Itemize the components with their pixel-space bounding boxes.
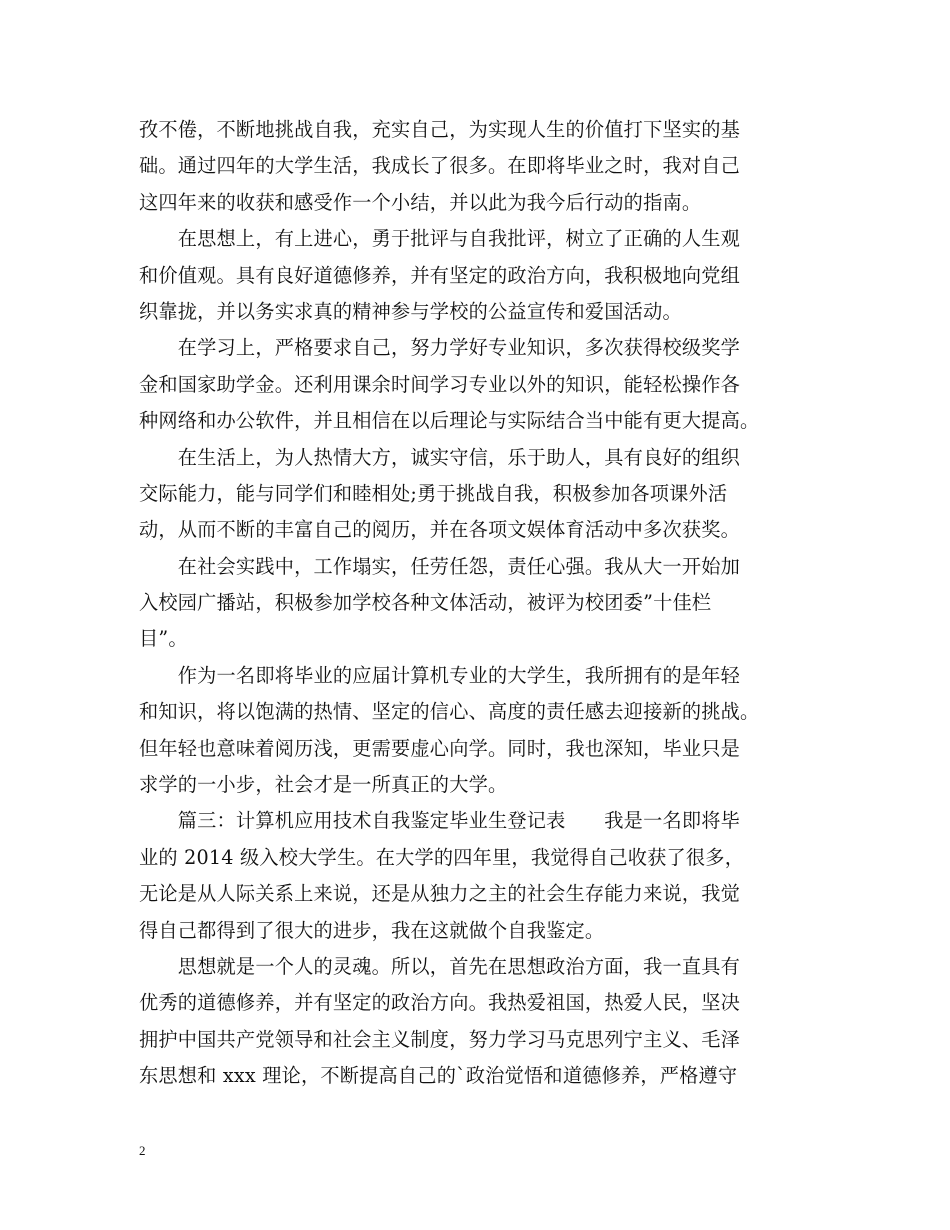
text-line: 拥护中国共产党领导和社会主义制度，努力学习马克思列宁主义、毛泽 bbox=[139, 1027, 741, 1051]
page-number: 2 bbox=[139, 1143, 146, 1158]
text-line: 金和国家助学金。还利用课余时间学习专业以外的知识，能轻松操作各 bbox=[139, 372, 741, 396]
text-line: 求学的一小步，社会才是一所真正的大学。 bbox=[139, 773, 508, 797]
text-line: 优秀的道德修养，并有坚定的政治方向。我热爱祖国，热爱人民，坚决 bbox=[139, 991, 741, 1015]
text-line: 织靠拢，并以务实求真的精神参与学校的公益宣传和爱国活动。 bbox=[139, 299, 682, 323]
text-line: 础。通过四年的大学生活，我成长了很多。在即将毕业之时，我对自己 bbox=[139, 154, 741, 178]
text-line: 作为一名即将毕业的应届计算机专业的大学生，我所拥有的是年轻 bbox=[139, 663, 741, 687]
text-line: 种网络和办公软件，并且相信在以后理论与实际结合当中能有更大提高。 bbox=[139, 409, 760, 433]
text-line: 在思想上，有上进心，勇于批评与自我批评，树立了正确的人生观 bbox=[139, 227, 741, 251]
text-line: 这四年来的收获和感受作一个小结，并以此为我今后行动的指南。 bbox=[139, 190, 702, 214]
text-line: 得自己都得到了很大的进步，我在这就做个自我鉴定。 bbox=[139, 918, 605, 942]
text-line: 在社会实践中，工作塌实，任劳任怨，责任心强。我从大一开始加 bbox=[139, 554, 741, 578]
text-line: 在学习上，严格要求自己，努力学好专业知识，多次获得校级奖学 bbox=[139, 336, 741, 360]
text-line: 目”。 bbox=[139, 627, 188, 651]
text-line: 思想就是一个人的灵魂。所以，首先在思想政治方面，我一直具有 bbox=[139, 954, 741, 978]
text-line: 和知识，将以饱满的热情、坚定的信心、高度的责任感去迎接新的挑战。 bbox=[139, 700, 760, 724]
text-line: 孜不倦，不断地挑战自我，充实自己，为实现人生的价值打下坚实的基 bbox=[139, 118, 741, 141]
document-body bbox=[139, 112, 819, 1095]
text-line: 篇三：计算机应用技术自我鉴定毕业生登记表 我是一名即将毕 bbox=[139, 809, 741, 833]
text-line: 但年轻也意味着阅历浅，更需要虚心向学。同时，我也深知，毕业只是 bbox=[139, 736, 741, 760]
text-line: 东思想和 xxx 理论，不断提高自己的`政治觉悟和道德修养，严格遵守 bbox=[139, 1064, 738, 1088]
text-line: 无论是从人际关系上来说，还是从独力之主的社会生存能力来说，我觉 bbox=[139, 882, 741, 906]
text-line: 和价值观。具有良好道德修养，并有坚定的政治方向，我积极地向党组 bbox=[139, 263, 741, 287]
text-line: 业的 2014 级入校大学生。在大学的四年里，我觉得自己收获了很多， bbox=[139, 845, 745, 869]
text-line: 动，从而不断的丰富自己的阅历，并在各项文娱体育活动中多次获奖。 bbox=[139, 518, 741, 542]
text-line: 在生活上，为人热情大方，诚实守信，乐于助人，具有良好的组织 bbox=[139, 445, 741, 469]
text-line: 入校园广播站，积极参加学校各种文体活动，被评为校团委”十佳栏 bbox=[139, 591, 712, 615]
text-line: 交际能力，能与同学们和睦相处;勇于挑战自我，积极参加各项课外活 bbox=[139, 481, 728, 505]
